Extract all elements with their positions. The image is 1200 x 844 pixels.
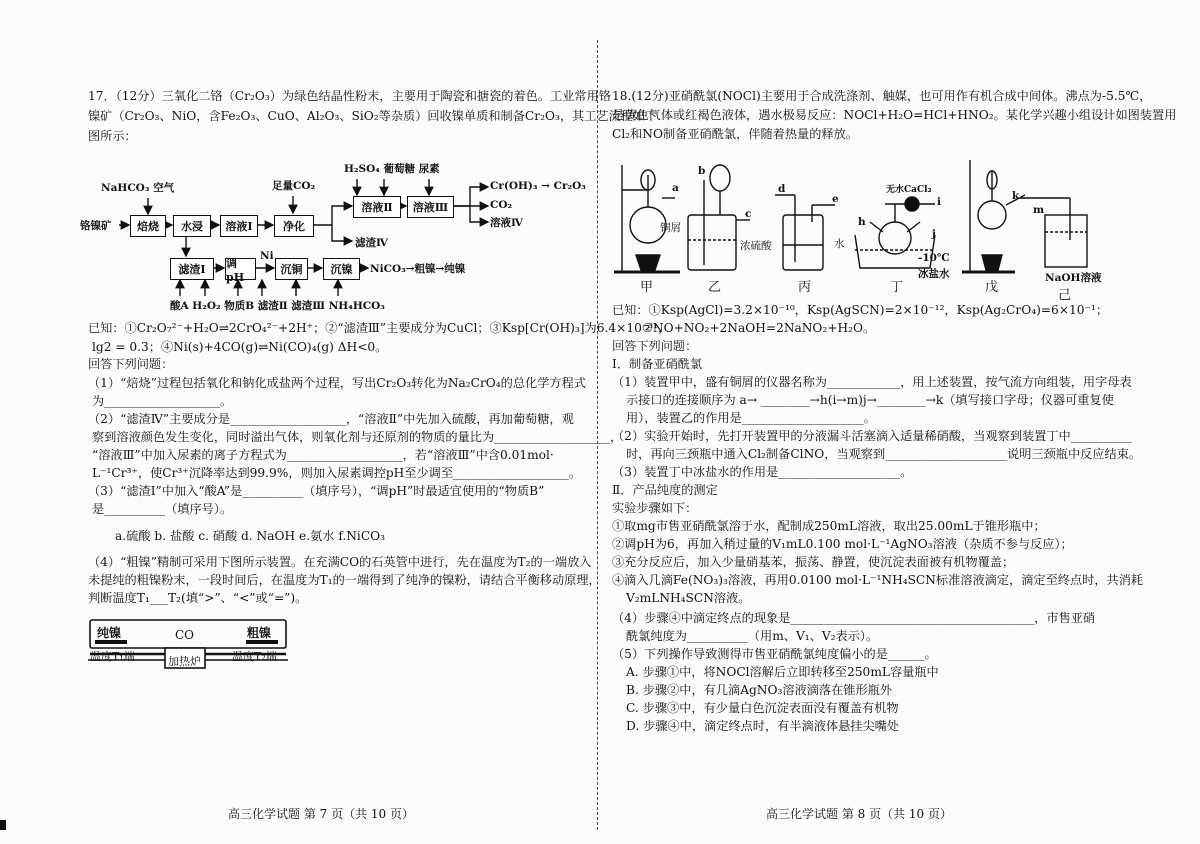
port-e: e [832, 193, 839, 205]
ice-salt-label: 冰盐水 [918, 268, 950, 280]
flow-start-ore: 铬镍矿 [80, 220, 112, 232]
port-h: h [858, 216, 866, 228]
tube-drawing [0, 0, 600, 700]
q17-item-3-options: a.硫酸 b. 盐酸 c. 硝酸 d. NaOH e.氨水 f.NiCO₃ [115, 529, 386, 543]
page-divider [597, 40, 598, 830]
flow-out-croh3: Cr(OH)₃ → Cr₂O₃ [490, 180, 586, 192]
flow-ni-precip-box: 沉镍 [323, 258, 360, 280]
flow-residue1-box: 滤渣Ⅰ [170, 258, 214, 280]
q17-line-1: 17．（12分）三氧化二铬（Cr₂O₃）为绿色结晶性粉末，主要用于陶瓷和搪瓷的着色。工业常用铬 [88, 89, 611, 103]
q17-item-4b: 未提纯的粗镍粉末，一段时间后，在温度为T₁的一端得到了纯净的镍粉，请结合平衡移动原理， [88, 573, 601, 587]
q17-item-4a: （4）“粗镍”精制可采用下图所示装置。在充满CO的石英管中进行，先在温度为T₂的一端放入 [88, 555, 592, 569]
q18-step-3: ③充分反应后，加入少量硝基苯，振荡、静置，使沉淀表面被有机物覆盖； [612, 555, 1015, 569]
q17-item-4c: 判断温度T₁___T₂(填“>”、“<”或“=”)。 [88, 591, 308, 605]
q18-part1: Ⅰ．制备亚硝酰氯 [612, 357, 703, 371]
tube-co: CO [175, 628, 195, 642]
label-wu: 戊 [985, 280, 999, 295]
label-yi: 乙 [708, 280, 722, 295]
q17-item-1a: （1）“焙烧”过程包括氧化和钠化成盐两个过程，写出Cr₂O₃转化为Na₂CrO₄的总化学方程式 [88, 376, 586, 390]
cacl2-label: 无水CaCl₂ [886, 185, 932, 195]
port-a: a [672, 182, 679, 194]
q18-step-2: ②调pH为6，再加入稍过量的V₁mL0.100 mol·L⁻¹AgNO₃溶液（杂质不参与反应）； [612, 537, 1073, 551]
flow-sol1-box: 溶液Ⅰ [220, 215, 258, 237]
q18-steps-title: 实验步骤如下： [612, 501, 698, 515]
label-ji: 己 [1058, 288, 1072, 303]
q18-step-4a: ④滴入几滴Fe(NO₃)₃溶液，再用0.0100 mol·L⁻¹NH₄SCN标准溶液滴定，滴定至终点时，共消耗 [612, 573, 1144, 587]
port-i: i [937, 196, 941, 208]
q17-item-2a: （2）“滤渣Ⅳ”主要成分是___________________，“溶液Ⅱ”中先加入硫酸，再加葡萄糖，观 [88, 412, 574, 426]
q18-step-1: ①取mg市售亚硝酰氯溶于水，配制成250mL溶液，取出25.00mL于锥形瓶中； [612, 519, 1046, 533]
label-jia: 甲 [640, 280, 654, 295]
q17-item-1b: 为___________________。 [92, 394, 233, 408]
q17-answer-intro: 回答下列问题： [88, 357, 174, 371]
q18-known-2: ②NO+NO₂+2NaOH=2NaNO₂+H₂O。 [642, 321, 876, 335]
page-8 [600, 0, 1200, 844]
label-bing: 丙 [798, 280, 812, 295]
port-c: c [745, 208, 752, 220]
port-k: k [1012, 190, 1020, 202]
q18-option-a: A. 步骤①中，将NOCl溶解后立即转移至250mL容量瓶中 [626, 665, 939, 679]
footer-page-8: 高三化学试题 第 8 页（共 10 页） [766, 807, 952, 821]
port-d: d [778, 183, 786, 195]
flow-nahco3-air: NaHCO₃ 空气 [101, 182, 175, 194]
flow-bottom-reagents: 酸A H₂O₂ 物质B 滤渣Ⅱ 滤渣Ⅲ NH₄HCO₃ [170, 300, 385, 312]
tube-t2-end: 温度T₂端 [232, 650, 277, 663]
q17-item-3b: 是__________（填序号）。 [92, 502, 233, 516]
water-label: 水 [834, 238, 845, 250]
q17-known-1: 已知：①Cr₂O₇²⁻+H₂O⇌2CrO₄²⁻+2H⁺；②“滤渣Ⅲ”主要成分为CuCl；③Ksp[Cr(OH)₃]为6.4×10⁻³¹， [88, 321, 671, 335]
flow-leach-box: 水浸 [173, 215, 211, 237]
q17-item-2b: 察到溶液颜色发生变化，同时溢出气体，则氧化剂与还原剂的物质的量比为___________________， [92, 430, 623, 444]
label-ding: 丁 [890, 280, 904, 295]
q18-line-3: Cl₂和NO制备亚硝酰氯，伴随着热量的释放。 [612, 127, 858, 141]
q18-item-1c: 用），装置乙的作用是____________________。 [626, 411, 876, 425]
flow-out-co2: CO₂ [490, 199, 513, 211]
apparatus-drawing [600, 0, 1200, 300]
q18-option-d: D. 步骤④中，滴定终点时，有半滴液体悬挂尖嘴处 [626, 719, 900, 733]
q17-line-2: 镍矿（Cr₂O₃、NiO，含Fe₂O₃、CuO、Al₂O₃、SiO₂等杂质）回收镍单质和制备Cr₂O₃，其工艺流程如下 [88, 109, 658, 123]
q18-known-1: 已知：①Ksp(AgCl)=3.2×10⁻¹⁰，Ksp(AgSCN)=2×10⁻¹²，Ksp(Ag₂CrO₄)=6×10⁻¹； [612, 303, 1109, 317]
port-j: j [932, 228, 936, 240]
q18-item-4b: 酰氯纯度为__________（用m、V₁、V₂表示）。 [626, 629, 879, 643]
q18-item-2a: （2）实验开始时，先打开装置甲的分液漏斗活塞滴入适量稀硝酸，当观察到装置丁中__________ [612, 429, 1132, 443]
q17-line-3: 图所示： [88, 129, 137, 143]
conc-acid-label: 浓硫酸 [740, 240, 772, 252]
q18-line-1: 18.(12分)亚硝酰氯(NOCl)主要用于合成洗涤剂、触媒，也可用作有机合成中间体。沸点为-5.5℃， [612, 89, 1152, 103]
temp-label: -10℃ [918, 252, 950, 264]
flow-residue4: 滤渣Ⅳ [355, 237, 388, 249]
q18-item-2b: 时，再向三颈瓶中通入Cl₂制备ClNO，当观察到____________________说明三颈瓶中反应结束。 [626, 447, 1142, 461]
flow-purify-box: 净化 [274, 215, 314, 237]
q18-step-4b: V₂mLNH₄SCN溶液。 [626, 591, 751, 605]
q18-part2: Ⅱ．产品纯度的测定 [612, 483, 718, 497]
q17-item-3a: （3）“滤渣Ⅰ”中加入“酸A”是__________（填序号），“调pH”时最适宜使用的“物质B” [88, 484, 545, 498]
tube-pure-nickel: 纯镍 [97, 626, 122, 640]
q17-known-2: lg2 = 0.3；④Ni(s)+4CO(g)⇌Ni(CO)₄(g) ΔH<0。 [92, 340, 388, 354]
flow-cu-precip-box: 沉铜 [275, 258, 308, 280]
tube-furnace: 加热炉 [168, 655, 201, 668]
flow-nickel-chain: NiCO₃→粗镍→纯镍 [370, 263, 466, 275]
q18-line-2: 是黄色气体或红褐色液体，遇水极易反应：NOCl+H₂O=HCl+HNO₂。某化学兴趣小组设计如图装置用 [612, 108, 1177, 122]
q18-item-3: （3）装置丁中冰盐水的作用是____________________。 [612, 465, 913, 479]
tube-crude-nickel: 粗镍 [247, 626, 272, 640]
q17-item-2c: “溶液Ⅲ”中加入尿素的离子方程式为___________________，若“溶液Ⅲ”中含0.01mol· [92, 448, 554, 462]
port-m: m [1033, 204, 1045, 216]
q18-item-1b: 示接口的连接顺序为 a→ ________→h(i→m)j→________→k（填写接口字母；仪器可重复使 [626, 393, 1114, 407]
copper-label: 铜屑 [660, 222, 681, 234]
q18-option-c: C. 步骤③中，有少量白色沉淀表面没有覆盖有机物 [626, 701, 899, 715]
q17-item-2d: L⁻¹Cr³⁺，使Cr³⁺沉降率达到99.9%，则加入尿素调控pH至少调至___________________。 [92, 466, 582, 480]
flow-adjust-ph-box: 调pH [225, 258, 256, 280]
q18-option-b: B. 步骤②中，有几滴AgNO₃溶液滴落在锥形瓶外 [626, 683, 893, 697]
q18-item-5: （5）下列操作导致测得市售亚硝酰氯纯度偏小的是______。 [612, 647, 937, 661]
q18-answer-intro: 回答下列问题： [612, 339, 698, 353]
flow-out-sol4: 溶液Ⅳ [490, 217, 523, 229]
footer-page-7: 高三化学试题 第 7 页（共 10 页） [228, 807, 414, 821]
q18-item-4a: （4）步骤④中滴定终点的现象是________________________________________，市售亚硝 [612, 611, 1096, 625]
flow-top-reagents: H₂SO₄ 葡萄糖 尿素 [344, 163, 440, 175]
naoh-label: NaOH溶液 [1045, 272, 1102, 284]
flow-sol2-box: 溶液Ⅱ [353, 196, 401, 218]
q18-item-1a: （1）装置甲中，盛有铜屑的仪器名称为____________，用上述装置，按气流方向组装，用字母表 [612, 375, 1132, 389]
edge-mark [0, 820, 6, 830]
tube-t1-end: 温度T₁端 [90, 650, 135, 663]
port-b: b [698, 165, 706, 177]
flow-ni-label: Ni [260, 250, 274, 262]
flow-sol3-box: 溶液Ⅲ [407, 196, 454, 218]
flow-co2-in: 足量CO₂ [272, 180, 316, 192]
flow-roast-box: 焙烧 [130, 215, 166, 237]
